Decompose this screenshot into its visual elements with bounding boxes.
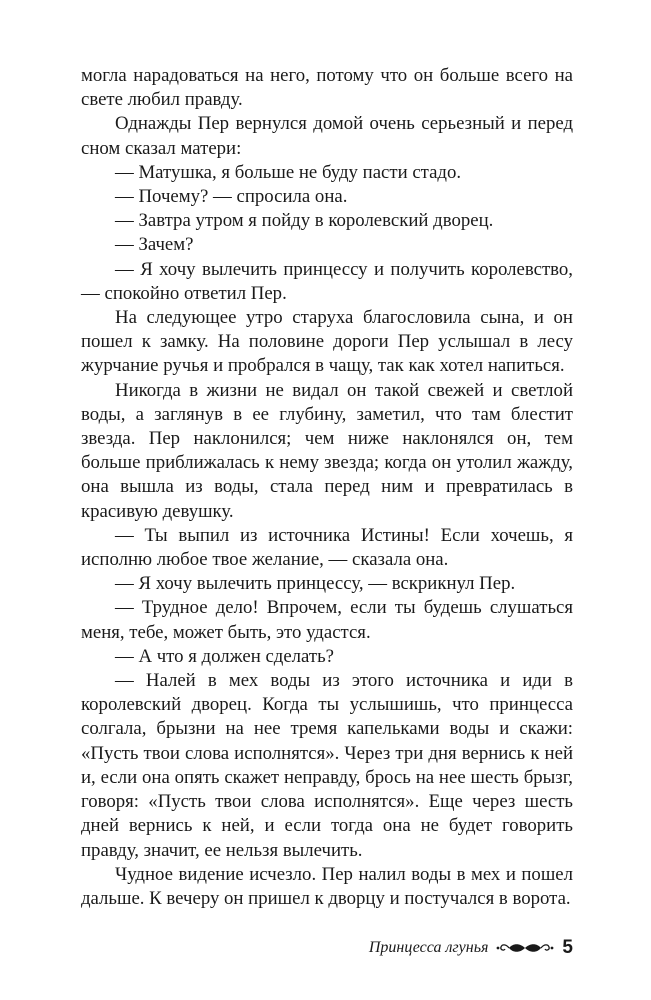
flourish-ornament-icon	[496, 940, 554, 956]
paragraph: Однажды Пер вернулся домой очень серьезный и перед сном сказал матери:	[81, 113, 573, 159]
body-text	[81, 64, 573, 911]
paragraph: могла нарадоваться на него, потому что он больше всего на свете любил правду.	[81, 65, 573, 111]
paragraph: — Налей в мех воды из этого источника и иди в королевский дворец. Когда ты услышишь, что принцесса солгала, брызни на нее тремя капельками воды и скажи: «Пусть твои слова исполнятся». Через три дня вернись к ней и, если она опять скажет неправду, брось на нее шесть брызг, говоря: «Пусть твои слова исполнятся». Еще через шесть дней вернись к ней, и если тогда она не будет говорить правду, значит, ее нельзя вылечить.	[81, 670, 573, 861]
paragraph: — Зачем?	[115, 234, 194, 256]
page-footer	[360, 935, 573, 961]
paragraph: — Завтра утром я пойду в королевский дворец.	[115, 210, 494, 232]
paragraph: — Трудное дело! Впрочем, если ты будешь слушаться меня, тебе, может быть, это удастся.	[81, 597, 573, 643]
paragraph: — Ты выпил из источника Истины! Если хочешь, я исполню любое твое желание, — сказала она.	[81, 524, 573, 571]
paragraph: — Почему? — спросила она.	[115, 186, 348, 208]
paragraph: На следующее утро старуха благословила сына, и он пошел к замку. На половине дороги Пер услышал в лесу журчание ручья и пробрался в чащу, так как хотел напиться.	[81, 307, 573, 377]
paragraph: — Я хочу вылечить принцессу и получить королевство, — спокойно ответил Пер.	[81, 258, 573, 304]
page-number: 5	[562, 937, 573, 958]
paragraph: Чудное видение исчезло. Пер налил воды в мех и пошел дальше. К вечеру он пришел к дворцу и постучался в ворота.	[81, 863, 573, 909]
paragraph: — Я хочу вылечить принцессу, — вскрикнул Пер.	[115, 573, 516, 595]
paragraph: — Матушка, я больше не буду пасти стадо.	[115, 161, 462, 183]
running-title: Принцесса лгунья	[368, 939, 489, 956]
paragraph: — А что я должен сделать?	[115, 645, 335, 667]
paragraph: Никогда в жизни не видал он такой свежей и светлой воды, а заглянув в ее глубину, заметил, что там блестит звезда. Пер наклонился; чем ниже наклонялся он, тем больше приближалась к нему звезда; когда он утолил жажду, она вышла из воды, стала перед ним и превратилась в красивую девушку.	[81, 379, 573, 522]
